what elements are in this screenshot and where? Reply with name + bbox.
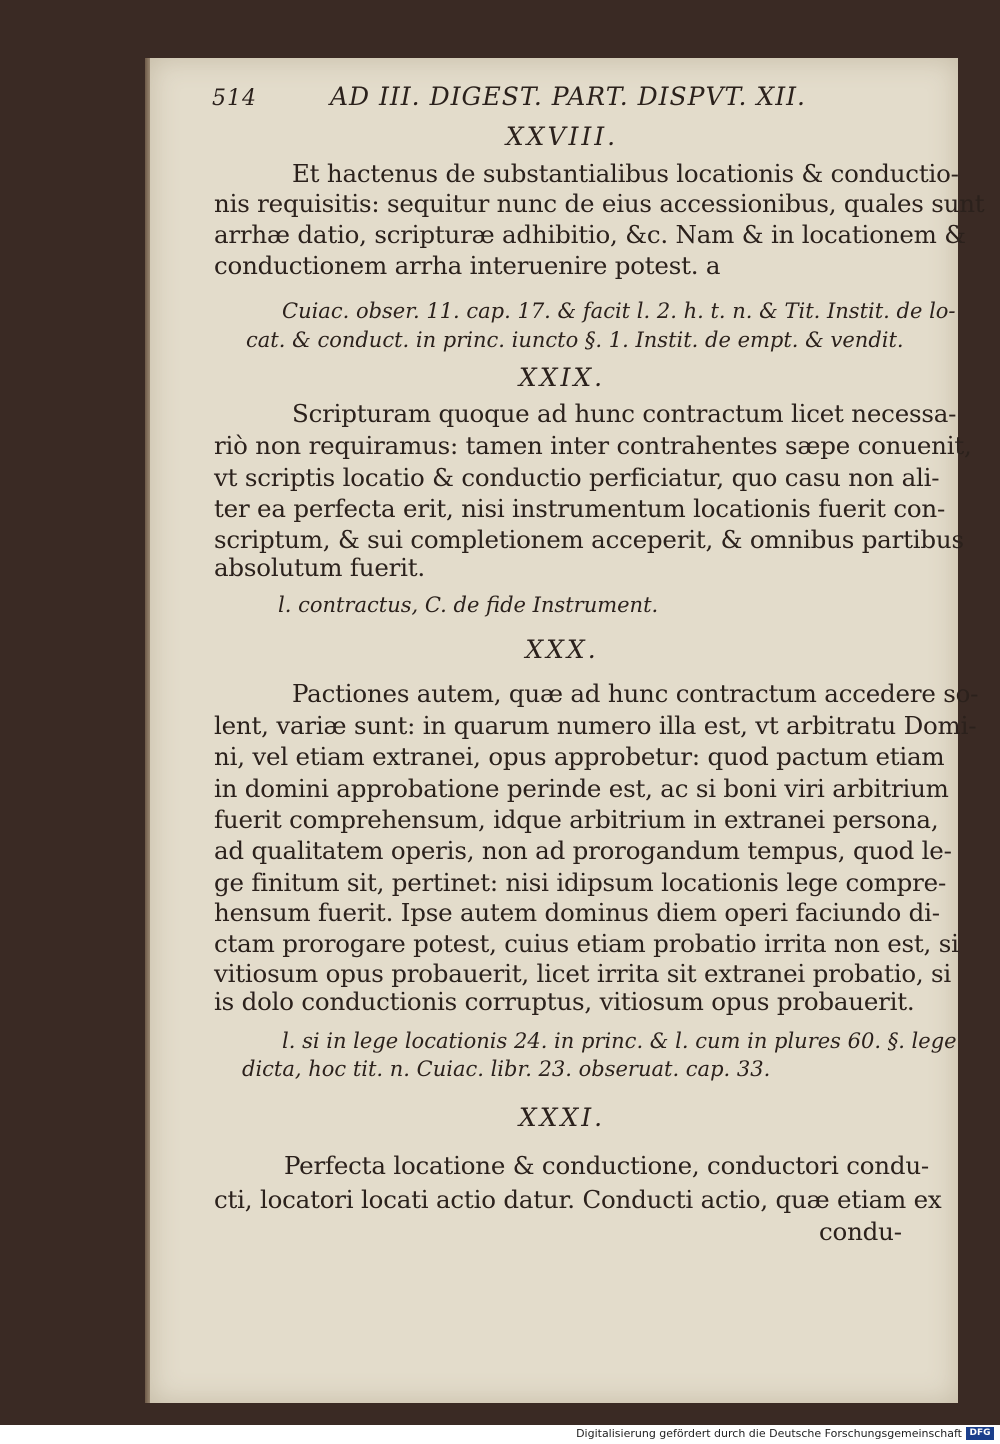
text-line: in domini approbatione perinde est, ac si boni viri arbitrium: [214, 774, 949, 803]
page-number: 514: [212, 86, 257, 111]
text-line: hensum fuerit. Ipse autem dominus diem operi faciundo di-: [214, 898, 940, 927]
section-numeral: XXIX.: [518, 363, 606, 392]
page-header: [212, 82, 912, 122]
text-line: ter ea perfecta erit, nisi instrumentum locationis fuerit con-: [214, 494, 946, 523]
note-line: cat. & conduct. in princ. iuncto §. 1. Instit. de empt. & vendit.: [246, 328, 904, 352]
text-line: ctam prorogare potest, cuius etiam probatio irrita non est, si: [214, 929, 959, 958]
note-line: dicta, hoc tit. n. Cuiac. libr. 23. obseruat. cap. 33.: [242, 1057, 771, 1081]
text-line: Perfecta locatione & conductione, conductori condu-: [284, 1151, 930, 1180]
text-line: absolutum fuerit.: [214, 553, 425, 582]
section-numeral: XXX.: [525, 635, 599, 664]
text-line: nis requisitis: sequitur nunc de eius accessionibus, quales sunt: [214, 189, 985, 218]
catchword: condu-: [819, 1217, 902, 1246]
footer-bar: [0, 1425, 1000, 1444]
funding-notice: Digitalisierung gefördert durch die Deutsche Forschungsgemeinschaft: [576, 1427, 962, 1440]
text-line: arrhæ datio, scripturæ adhibitio, &c. Nam & in locationem &: [214, 220, 966, 249]
note-line: l. si in lege locationis 24. in princ. & l. cum in plures 60. §. lege: [282, 1029, 957, 1053]
dfg-logo: DFG: [966, 1427, 994, 1440]
text-line: vt scriptis locatio & conductio perficiatur, quo casu non ali-: [214, 463, 940, 492]
text-line: Et hactenus de substantialibus locationis & conductio-: [292, 159, 959, 188]
text-line: cti, locatori locati actio datur. Conducti actio, quæ etiam ex: [214, 1185, 942, 1214]
text-line: riò non requiramus: tamen inter contrahentes sæpe conuenit,: [214, 431, 972, 460]
text-line: ge finitum sit, pertinet: nisi idipsum locationis lege compre-: [214, 868, 947, 897]
text-line: lent, variæ sunt: in quarum numero illa est, vt arbitratu Domi-: [214, 711, 977, 740]
section-numeral: XXVIII.: [505, 122, 619, 151]
text-line: Scripturam quoque ad hunc contractum licet necessa-: [292, 399, 957, 428]
page-text: [212, 82, 985, 1282]
text-line: scriptum, & sui completionem acceperit, & omnibus partibus: [214, 525, 964, 554]
note-line: Cuiac. obser. 11. cap. 17. & facit l. 2. h. t. n. & Tit. Instit. de lo-: [282, 299, 956, 323]
text-line: ni, vel etiam extranei, opus approbetur: quod pactum etiam: [214, 742, 945, 771]
text-line: Pactiones autem, quæ ad hunc contractum accedere so-: [292, 679, 979, 708]
section-numeral: XXXI.: [518, 1103, 606, 1132]
text-line: conductionem arrha interuenire potest. a: [214, 251, 721, 280]
text-line: fuerit comprehensum, idque arbitrium in extranei persona,: [214, 805, 939, 834]
text-line: ad qualitatem operis, non ad prorogandum tempus, quod le-: [214, 836, 952, 865]
note-line: l. contractus, C. de fide Instrument.: [278, 593, 659, 617]
text-line: vitiosum opus probauerit, licet irrita sit extranei probatio, si: [214, 959, 952, 988]
text-line: is dolo conductionis corruptus, vitiosum opus probauerit.: [214, 987, 915, 1016]
running-head: AD III. DIGEST. PART. DISPVT. XII.: [330, 82, 806, 111]
